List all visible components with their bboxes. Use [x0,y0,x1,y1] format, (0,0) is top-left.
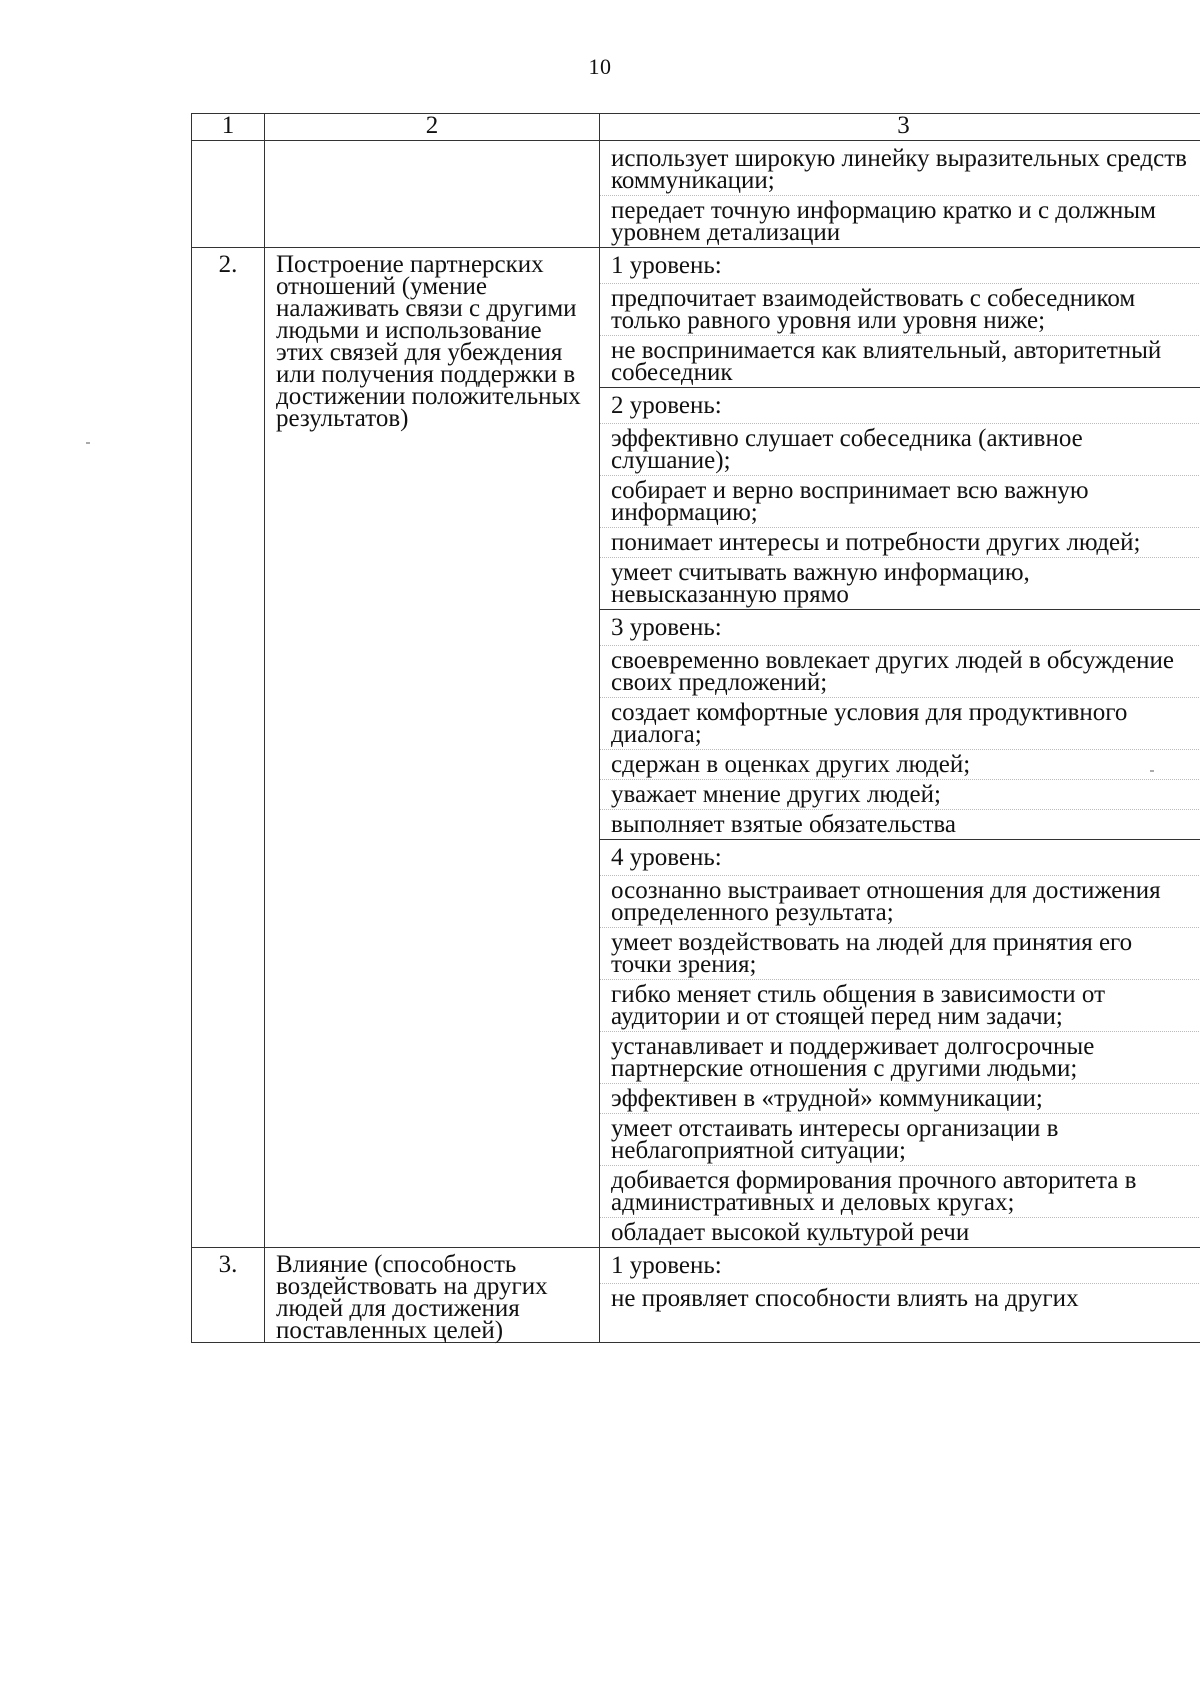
header-cell-3: 3 [600,114,1200,141]
indicator-text: выполняет взятые обязательства [600,809,1200,839]
table-row [192,1248,1200,1343]
level-title: 2 уровень: [611,392,722,419]
indicator-text: эффективен в «трудной» коммуникации; [600,1083,1200,1113]
indicator-text: добивается формирования прочного авторитета в административных и деловых кругах; [600,1165,1200,1217]
competency-table [191,113,1200,1343]
header-cell-2: 2 [265,114,600,141]
number-cell [192,141,265,248]
level-cell [600,248,1200,388]
level-title: 1 уровень: [611,1252,722,1279]
indicator-text: понимает интересы и потребности других людей; [600,527,1200,557]
level-title: 3 уровень: [611,614,722,641]
indicator-text: умеет воздействовать на людей для принятия его точки зрения; [600,927,1200,979]
indicator-text: эффективно слушает собеседника (активное слушание); [600,423,1200,475]
indicator-text: своевременно вовлекает других людей в обсуждение своих предложений; [600,645,1200,697]
criterion-cell [265,141,600,248]
level-title: 4 уровень: [611,844,722,871]
indicator-text: уважает мнение других людей; [600,779,1200,809]
indicator-text: использует широкую линейку выразительных средств коммуникации; [611,145,1187,194]
page-number: 10 [588,54,612,79]
table-row [192,248,1200,388]
indicators-cell [600,141,1200,248]
indicator-text: передает точную информацию кратко и с должным уровнем детализации [600,195,1200,247]
criterion-cell [265,1248,600,1343]
indicator-text: умеет считывать важную информацию, невысказанную прямо [600,557,1200,609]
level-cell [600,1248,1200,1343]
level-cell [600,388,1200,610]
criterion-text: Влияние (способность воздействовать на других людей для достижения поставленных целей) [276,1251,548,1344]
indicator-text: собирает и верно воспринимает всю важную информацию; [600,475,1200,527]
number-cell: 2. [192,248,265,1248]
indicator-text: сдержан в оценках других людей; [600,749,1200,779]
criterion-text: Построение партнерских отношений (умение налаживать связи с другими людьми и использование этих связей для убеждения или получения поддержки в достижении положительных результатов) [276,251,581,432]
indicator-text: умеет отстаивать интересы организации в неблагоприятной ситуации; [600,1113,1200,1165]
level-cell [600,840,1200,1248]
indicator-text: устанавливает и поддерживает долгосрочные партнерские отношения с другими людьми; [600,1031,1200,1083]
level-title: 1 уровень: [611,252,722,279]
table-row-continuation [192,141,1200,248]
criterion-cell [265,248,600,1248]
indicator-text: предпочитает взаимодействовать с собеседником только равного уровня или уровня ниже; [600,283,1200,335]
indicator-text: создает комфортные условия для продуктивного диалога; [600,697,1200,749]
level-cell [600,610,1200,840]
indicator-text: не воспринимается как влиятельный, авторитетный собеседник [600,335,1200,387]
header-cell-1: 1 [192,114,265,141]
indicator-text: не проявляет способности влиять на других [600,1283,1200,1313]
table-header-row [192,114,1200,141]
indicator-text: гибко меняет стиль общения в зависимости от аудитории и от стоящей перед ним задачи; [600,979,1200,1031]
indicator-text: осознанно выстраивает отношения для достижения определенного результата; [600,875,1200,927]
scan-speck [1150,770,1154,772]
indicator-text: обладает высокой культурой речи [600,1217,1200,1247]
number-cell: 3. [192,1248,265,1343]
scan-speck [86,442,90,444]
